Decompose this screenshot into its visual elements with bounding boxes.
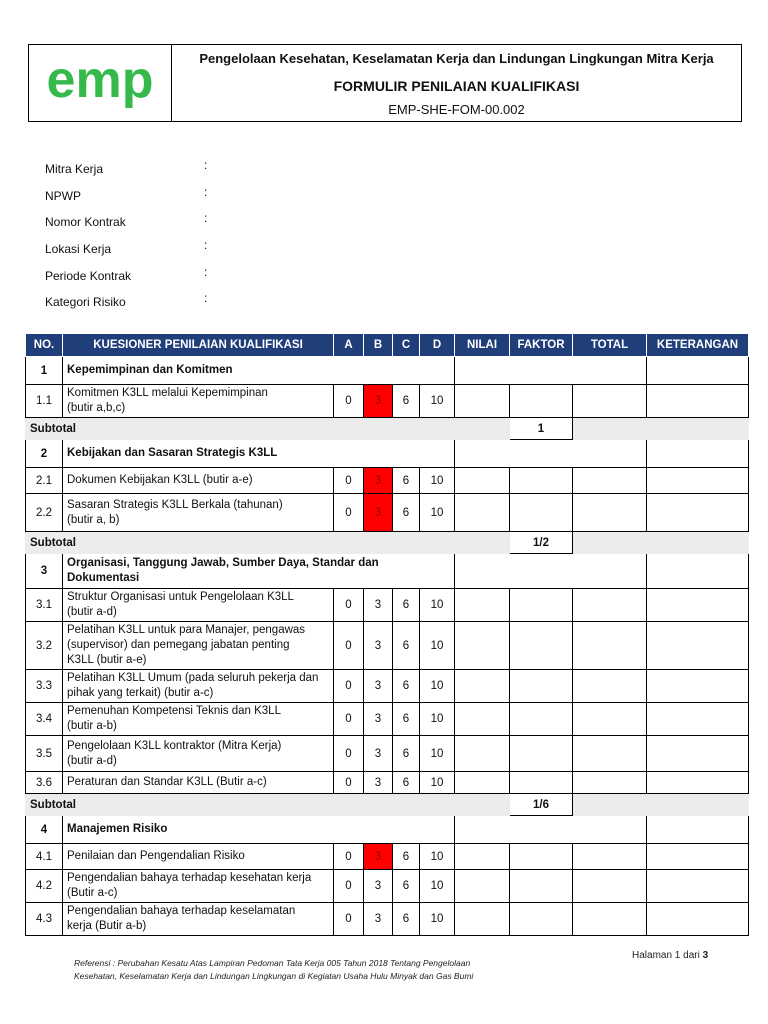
score-option-a: 0 [334,736,364,772]
faktor-cell [510,736,573,772]
keterangan-cell [647,903,749,936]
score-option-a: 0 [334,772,364,794]
info-label: Mitra Kerja [45,162,104,176]
subtotal-total [573,794,647,816]
subtotal-total [573,418,647,440]
score-option-d: 10 [420,589,455,622]
section-blank [647,816,749,844]
page-total: 3 [702,950,709,961]
item-text [63,494,334,532]
keterangan-cell [647,589,749,622]
section-title [63,554,455,589]
score-option-c: 6 [393,870,420,903]
info-fields [45,158,345,318]
item-text-line: Penilaian dan Pengendalian Risiko [67,850,245,862]
table-row [26,903,749,936]
item-text-line: kerja (Butir a-b) [67,920,147,932]
total-cell [573,385,647,418]
score-option-d: 10 [420,622,455,670]
subtotal-label: Subtotal [26,532,334,554]
table-row [26,468,749,494]
nilai-cell [455,468,510,494]
score-option-c: 6 [393,622,420,670]
section-blank [455,554,647,589]
nilai-cell [455,622,510,670]
item-text [63,703,334,736]
faktor-cell [510,903,573,936]
subtotal-factor: 1/2 [510,532,573,554]
table-row [26,622,749,670]
section-number: 1 [26,357,63,385]
section-blank [455,440,647,468]
score-option-c: 6 [393,736,420,772]
subtotal-label: Subtotal [26,418,334,440]
section-row [26,554,749,589]
score-option-c: 6 [393,772,420,794]
item-number: 3.1 [26,589,63,622]
logo-cell [29,45,172,121]
section-blank [647,554,749,589]
info-colon: : [204,184,208,199]
score-option-a: 0 [334,494,364,532]
reference-line2: Kesehatan, Keselamatan Kerja dan Lindungan Lingkungan di Kegiatan Usaha Hulu Minyak dan Gas Bumi [74,971,474,981]
section-title-text: Kepemimpinan dan Komitmen [67,364,233,376]
info-row [45,185,345,212]
section-title-text: Kebijakan dan Sasaran Strategis K3LL [67,447,278,459]
item-text-line: (butir a-b) [67,720,117,732]
score-option-b: 3 [364,385,393,418]
section-title [63,440,455,468]
total-cell [573,844,647,870]
score-option-a: 0 [334,589,364,622]
keterangan-cell [647,494,749,532]
qualification-table [25,333,749,936]
item-text [63,844,334,870]
table-row [26,870,749,903]
item-number: 3.4 [26,703,63,736]
table-header-row [26,334,749,357]
reference-note [74,957,544,983]
subtotal-factor: 1/6 [510,794,573,816]
total-cell [573,736,647,772]
score-option-b: 3 [364,670,393,703]
table-row [26,494,749,532]
subtotal-keterangan [647,418,749,440]
score-option-c: 6 [393,494,420,532]
table-row [26,772,749,794]
faktor-cell [510,468,573,494]
total-cell [573,494,647,532]
total-cell [573,670,647,703]
faktor-cell [510,670,573,703]
score-option-c: 6 [393,670,420,703]
section-title-text: Organisasi, Tanggung Jawab, Sumber Daya, Standar dan Dokumentasi [67,557,379,584]
item-text [63,468,334,494]
item-text-line: (butir a,b,c) [67,402,126,414]
info-colon: : [204,264,208,279]
nilai-cell [455,772,510,794]
score-option-b: 3 [364,703,393,736]
faktor-cell [510,589,573,622]
item-text-line: Komitmen K3LL melalui Kepemimpinan [67,387,268,399]
info-row [45,211,345,238]
keterangan-cell [647,622,749,670]
column-header: C [393,334,420,357]
total-cell [573,589,647,622]
nilai-cell [455,870,510,903]
keterangan-cell [647,844,749,870]
keterangan-cell [647,703,749,736]
nilai-cell [455,494,510,532]
item-text-line: (butir a, b) [67,513,120,526]
subtotal-keterangan [647,532,749,554]
column-header: TOTAL [573,334,647,357]
subtotal-total [573,532,647,554]
item-text-line: K3LL (butir a-e) [67,654,147,666]
score-option-b: 3 [364,589,393,622]
item-text-line: Sasaran Strategis K3LL Berkala (tahunan) [67,498,283,511]
score-option-d: 10 [420,903,455,936]
item-text-line: Pelatihan K3LL Umum (pada seluruh pekerja dan [67,672,319,684]
keterangan-cell [647,736,749,772]
column-header: KUESIONER PENILAIAN KUALIFIKASI [63,334,334,357]
faktor-cell [510,772,573,794]
score-option-d: 10 [420,736,455,772]
score-option-d: 10 [420,870,455,903]
doc-code: EMP-SHE-FOM-00.002 [388,102,525,117]
item-text [63,670,334,703]
subtotal-keterangan [647,794,749,816]
item-text-line: Pengelolaan K3LL kontraktor (Mitra Kerja) [67,739,282,752]
column-header: FAKTOR [510,334,573,357]
score-option-a: 0 [334,670,364,703]
info-colon: : [204,158,208,172]
item-text [63,903,334,936]
total-cell [573,903,647,936]
score-option-d: 10 [420,385,455,418]
score-option-d: 10 [420,703,455,736]
score-option-a: 0 [334,385,364,418]
item-number: 2.1 [26,468,63,494]
total-cell [573,622,647,670]
section-blank [455,357,647,385]
score-option-b: 3 [364,903,393,936]
keterangan-cell [647,670,749,703]
info-label: NPWP [45,188,81,203]
subtotal-nilai [455,418,510,440]
info-label: Periode Kontrak [45,268,132,283]
section-title [63,816,455,844]
table-row [26,589,749,622]
score-option-b: 3 [364,870,393,903]
score-option-a: 0 [334,870,364,903]
subtotal-factor: 1 [510,418,573,440]
score-option-d: 10 [420,468,455,494]
column-header: A [334,334,364,357]
item-text-line: (butir a-d) [67,754,117,767]
page-prefix: Halaman 1 dari [632,950,700,961]
score-option-c: 6 [393,703,420,736]
section-row [26,816,749,844]
document-header [28,44,742,122]
total-cell [573,703,647,736]
column-header: B [364,334,393,357]
keterangan-cell [647,385,749,418]
section-row [26,440,749,468]
item-number: 3.3 [26,670,63,703]
form-title: FORMULIR PENILAIAN KUALIFIKASI [333,78,580,94]
total-cell [573,870,647,903]
item-text [63,385,334,418]
score-option-b: 3 [364,468,393,494]
score-option-c: 6 [393,385,420,418]
subtotal-row [26,794,749,816]
table-row [26,736,749,772]
score-option-a: 0 [334,903,364,936]
item-number: 4.3 [26,903,63,936]
nilai-cell [455,385,510,418]
item-text-line: (supervisor) dan pemegang jabatan penting [67,639,290,651]
faktor-cell [510,844,573,870]
item-text [63,870,334,903]
faktor-cell [510,622,573,670]
section-number: 3 [26,554,63,589]
keterangan-cell [647,870,749,903]
score-option-c: 6 [393,468,420,494]
section-number: 2 [26,440,63,468]
section-number: 4 [26,816,63,844]
score-option-b: 3 [364,494,393,532]
item-number: 2.2 [26,494,63,532]
score-option-c: 6 [393,903,420,936]
subtotal-blank [334,794,455,816]
item-number: 3.5 [26,736,63,772]
page-number [632,950,708,961]
score-option-b: 3 [364,622,393,670]
title-cell [172,45,741,121]
column-header: D [420,334,455,357]
subtotal-row [26,532,749,554]
item-number: 1.1 [26,385,63,418]
subtotal-blank [334,418,455,440]
table-row [26,703,749,736]
table-row [26,385,749,418]
info-row [45,265,345,292]
subtotal-nilai [455,532,510,554]
reference-line1: Referensi : Perubahan Kesatu Atas Lampiran Pedoman Tata Kerja 005 Tahun 2018 Tentang Pengelolaan [74,958,471,968]
nilai-cell [455,844,510,870]
score-option-b: 3 [364,736,393,772]
score-option-a: 0 [334,468,364,494]
item-text-line: Pengendalian bahaya terhadap kesehatan kerja [67,872,312,884]
info-row [45,291,345,318]
subtotal-label: Subtotal [26,794,334,816]
section-title [63,357,455,385]
item-text-line: (butir a-d) [67,606,117,618]
score-option-d: 10 [420,772,455,794]
item-text-line: Peraturan dan Standar K3LL (Butir a-c) [67,776,267,788]
score-option-d: 10 [420,494,455,532]
item-text [63,736,334,772]
nilai-cell [455,670,510,703]
section-blank [455,816,647,844]
item-number: 3.2 [26,622,63,670]
info-label: Kategori Risiko [45,295,126,310]
faktor-cell [510,703,573,736]
score-option-a: 0 [334,622,364,670]
total-cell [573,468,647,494]
score-option-b: 3 [364,772,393,794]
score-option-b: 3 [364,844,393,870]
nilai-cell [455,736,510,772]
logo-text: emp [46,55,154,109]
section-row [26,357,749,385]
section-title-text: Manajemen Risiko [67,823,168,835]
item-text [63,622,334,670]
item-text-line: (Butir a-c) [67,887,118,899]
item-number: 4.2 [26,870,63,903]
score-option-a: 0 [334,844,364,870]
keterangan-cell [647,468,749,494]
info-label: Nomor Kontrak [45,215,126,230]
faktor-cell [510,870,573,903]
score-option-c: 6 [393,589,420,622]
item-text-line: Struktur Organisasi untuk Pengelolaan K3LL [67,591,294,603]
info-row [45,158,345,185]
total-cell [573,772,647,794]
item-text-line: pihak yang terkait) (butir a-c) [67,687,214,699]
nilai-cell [455,703,510,736]
nilai-cell [455,903,510,936]
column-header: KETERANGAN [647,334,749,357]
score-option-c: 6 [393,844,420,870]
score-option-a: 0 [334,703,364,736]
info-colon: : [204,211,208,226]
info-colon: : [204,238,208,253]
column-header: NO. [26,334,63,357]
table-row [26,670,749,703]
item-text [63,589,334,622]
header-title-line1: Pengelolaan Kesehatan, Keselamatan Kerja dan Lindungan Lingkungan Mitra Kerja [199,51,714,66]
info-colon: : [204,291,208,306]
column-header: NILAI [455,334,510,357]
faktor-cell [510,385,573,418]
score-option-d: 10 [420,844,455,870]
item-text-line: Dokumen Kebijakan K3LL (butir a-e) [67,474,253,486]
item-number: 4.1 [26,844,63,870]
subtotal-nilai [455,794,510,816]
keterangan-cell [647,772,749,794]
table-row [26,844,749,870]
item-text [63,772,334,794]
item-number: 3.6 [26,772,63,794]
info-label: Lokasi Kerja [45,242,112,257]
faktor-cell [510,494,573,532]
info-row [45,238,345,265]
item-text-line: Pelatihan K3LL untuk para Manajer, pengawas [67,624,306,636]
item-text-line: Pengendalian bahaya terhadap keselamatan [67,905,296,917]
section-blank [647,440,749,468]
section-blank [647,357,749,385]
emp-logo [41,55,159,111]
subtotal-blank [334,532,455,554]
nilai-cell [455,589,510,622]
item-text-line: Pemenuhan Kompetensi Teknis dan K3LL [67,705,281,717]
subtotal-row [26,418,749,440]
score-option-d: 10 [420,670,455,703]
